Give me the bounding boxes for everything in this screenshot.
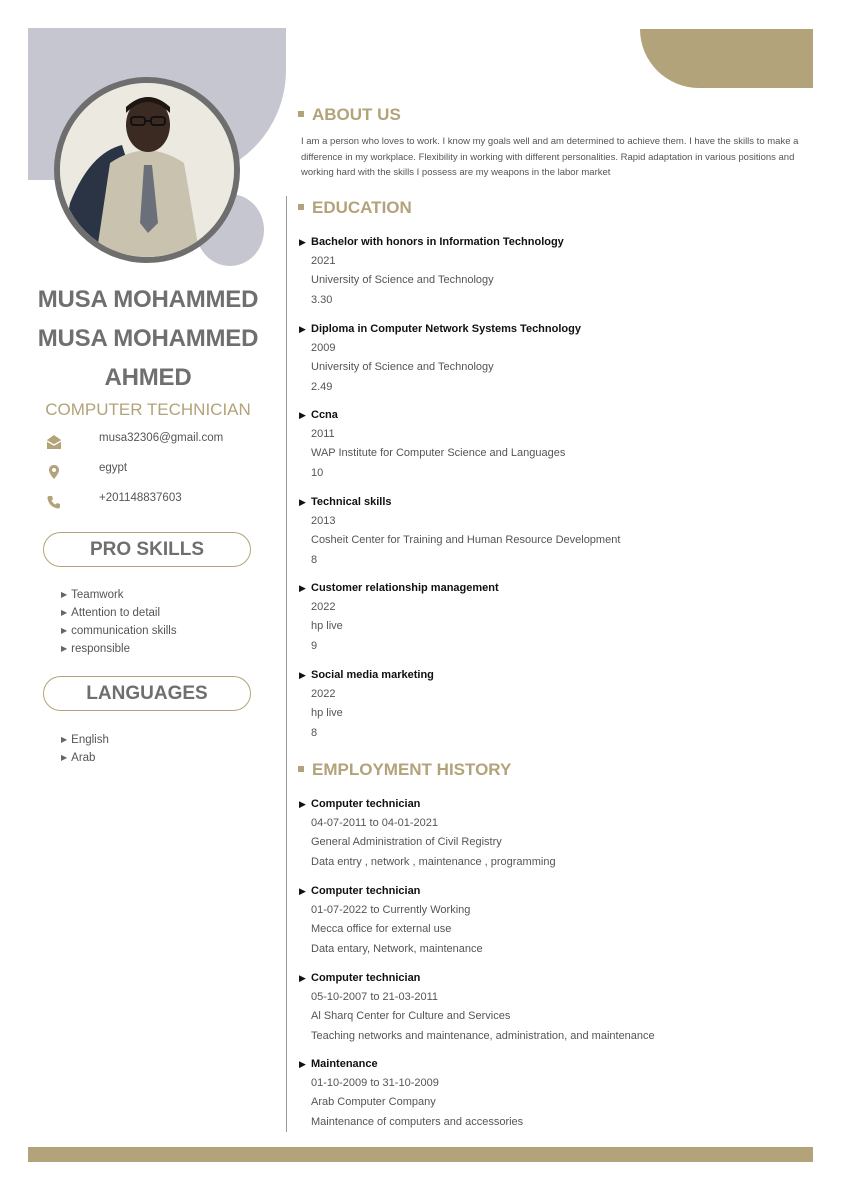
phone-text[interactable]: +201148837603 [99, 492, 182, 504]
entry-title: Customer relationship management [311, 582, 499, 594]
education-entry [299, 666, 819, 743]
pro-skills-heading: PRO SKILLS [43, 532, 251, 567]
about-heading-text: ABOUT US [312, 105, 401, 124]
triangle-bullet-icon: ▶ [299, 1059, 306, 1069]
profile-photo [54, 77, 240, 263]
entry-line: University of Science and Technology [311, 361, 494, 374]
entry-line: 2021 [311, 255, 336, 267]
education-heading [298, 198, 412, 218]
entry-line: hp live [311, 707, 343, 720]
list-item: ▶ English [61, 731, 109, 749]
contact-phone [44, 492, 264, 512]
full-name-line-3: AHMED [104, 364, 192, 391]
entry-title: Maintenance [311, 1058, 378, 1070]
entry-title: Computer technician [311, 798, 421, 810]
triangle-bullet-icon: ▶ [299, 497, 306, 507]
list-item: ▶ communication skills [61, 622, 177, 640]
education-entry [299, 579, 819, 656]
employment-entry [299, 882, 819, 959]
education-entry [299, 320, 819, 397]
entry-line: 2022 [311, 688, 336, 700]
triangle-bullet-icon: ▶ [299, 886, 306, 896]
entry-line: Teaching networks and maintenance, administration, and maintenance [311, 1029, 655, 1042]
employment-entry [299, 795, 819, 872]
location-text: egypt [99, 462, 128, 474]
entry-line: 10 [311, 466, 324, 479]
entry-line: Arab Computer Company [311, 1096, 436, 1109]
entry-line: Al Sharq Center for Culture and Services [311, 1010, 511, 1023]
envelope-icon [46, 434, 62, 450]
list-item: ▶ responsible [61, 640, 177, 658]
employment-heading [298, 760, 511, 780]
entry-line: Maintenance of computers and accessories [311, 1115, 524, 1128]
entry-line: 3.30 [311, 293, 333, 306]
entry-line: 2009 [311, 342, 336, 354]
entry-title: Computer technician [311, 972, 421, 984]
full-name-line-2: MUSA MOHAMMED [37, 325, 259, 352]
education-entry [299, 493, 819, 570]
entry-line: University of Science and Technology [311, 274, 494, 287]
job-title: COMPUTER TECHNICIAN [45, 400, 251, 419]
entry-line: WAP Institute for Computer Science and Languages [311, 447, 566, 460]
entry-line: Data entary, Network, maintenance [311, 942, 483, 955]
triangle-bullet-icon: ▶ [299, 670, 306, 680]
location-pin-icon [46, 464, 62, 480]
education-entry [299, 406, 819, 483]
email-text[interactable]: musa32306@gmail.com [99, 432, 224, 444]
employment-entry [299, 969, 819, 1046]
full-name-line-1: MUSA MOHAMMED [37, 286, 259, 313]
entry-line: Data entry , network , maintenance , programming [311, 855, 556, 868]
entry-line: 8 [311, 553, 318, 566]
contact-email [44, 432, 264, 452]
entry-line: 04-07-2011 to 04-01-2021 [311, 817, 439, 829]
triangle-bullet-icon: ▶ [299, 799, 306, 809]
entry-title: Computer technician [311, 885, 421, 897]
square-bullet-icon [298, 111, 304, 117]
triangle-bullet-icon: ▶ [299, 973, 306, 983]
entry-line: 2011 [311, 428, 335, 440]
contact-location [44, 462, 264, 482]
about-heading [298, 105, 401, 125]
entry-line: General Administration of Civil Registry [311, 836, 502, 849]
phone-icon [46, 494, 62, 510]
triangle-bullet-icon: ▶ [299, 324, 306, 334]
pro-skills-list [61, 586, 177, 658]
list-item: ▶ Arab [61, 749, 109, 767]
list-item: ▶ Teamwork [61, 586, 177, 604]
entry-line: 05-10-2007 to 21-03-2011 [311, 991, 439, 1003]
entry-line: 01-07-2022 to Currently Working [311, 904, 471, 916]
about-text: I am a person who loves to work. I know my goals well and am determined to achieve them. I have the skills to make a difference in my workplace. Flexibility in working with different personalities. Rapid adaptation in various positions and working hard with the skills I possess are my weapons in the labor market [301, 136, 799, 178]
entry-line: 2022 [311, 601, 336, 613]
entry-title: Ccna [311, 409, 338, 421]
education-heading-text: EDUCATION [312, 198, 412, 217]
entry-line: 9 [311, 639, 318, 652]
entry-line: 01-10-2009 to 31-10-2009 [311, 1077, 439, 1089]
entry-line: 8 [311, 726, 318, 739]
entry-title: Technical skills [311, 496, 392, 508]
entry-title: Diploma in Computer Network Systems Technology [311, 323, 581, 335]
triangle-bullet-icon: ▶ [299, 237, 306, 247]
education-entry [299, 233, 819, 310]
triangle-bullet-icon: ▶ [299, 410, 306, 420]
square-bullet-icon [298, 204, 304, 210]
decorative-gold-banner [640, 29, 813, 88]
entry-title: Social media marketing [311, 669, 434, 681]
entry-line: Mecca office for external use [311, 923, 452, 936]
full-name [28, 280, 268, 397]
entry-line: Cosheit Center for Training and Human Resource Development [311, 534, 621, 547]
triangle-bullet-icon: ▶ [299, 583, 306, 593]
entry-line: 2013 [311, 515, 336, 527]
entry-title: Bachelor with honors in Information Technology [311, 236, 564, 248]
square-bullet-icon [298, 766, 304, 772]
entry-line: 2.49 [311, 380, 333, 393]
languages-heading: LANGUAGES [43, 676, 251, 711]
list-item: ▶ Attention to detail [61, 604, 177, 622]
entry-line: hp live [311, 620, 343, 633]
employment-heading-text: EMPLOYMENT HISTORY [312, 760, 512, 779]
column-divider [286, 196, 287, 1132]
employment-entry [299, 1055, 819, 1132]
languages-list [61, 731, 109, 767]
decorative-gold-footer-bar [28, 1147, 813, 1162]
